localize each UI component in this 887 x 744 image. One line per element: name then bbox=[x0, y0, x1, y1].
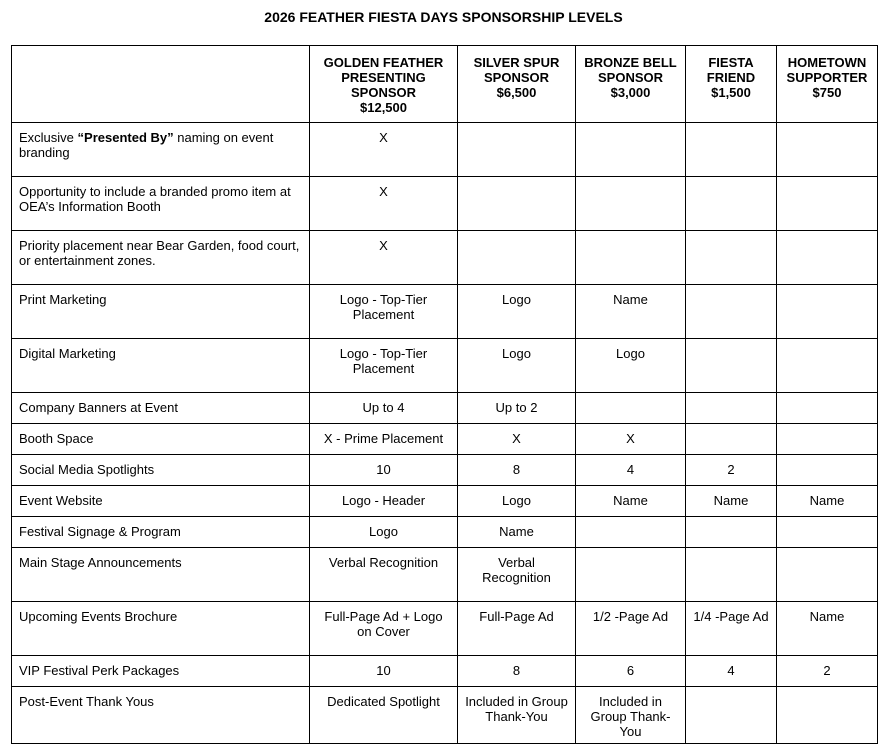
value-cell bbox=[686, 285, 777, 339]
tier-header bbox=[310, 46, 458, 123]
value-cell: Name bbox=[777, 486, 878, 517]
feature-cell: Company Banners at Event bbox=[12, 393, 310, 424]
value-cell bbox=[576, 123, 686, 177]
header-row bbox=[12, 46, 878, 123]
feature-cell: Booth Space bbox=[12, 424, 310, 455]
value-cell: 8 bbox=[458, 656, 576, 687]
value-cell bbox=[777, 424, 878, 455]
table-row bbox=[12, 602, 878, 656]
table-row bbox=[12, 177, 878, 231]
value-cell: Full-Page Ad bbox=[458, 602, 576, 656]
feature-cell: Priority placement near Bear Garden, food court, or entertainment zones. bbox=[12, 231, 310, 285]
value-cell: X - Prime Placement bbox=[310, 424, 458, 455]
value-cell: X bbox=[576, 424, 686, 455]
table-row bbox=[12, 285, 878, 339]
value-cell: 2 bbox=[777, 656, 878, 687]
value-cell bbox=[686, 548, 777, 602]
table-row bbox=[12, 424, 878, 455]
value-cell: X bbox=[310, 231, 458, 285]
value-cell: Name bbox=[576, 486, 686, 517]
value-cell: Name bbox=[777, 602, 878, 656]
value-cell: Logo bbox=[576, 339, 686, 393]
value-cell: X bbox=[458, 424, 576, 455]
tier-header bbox=[686, 46, 777, 123]
value-cell bbox=[777, 339, 878, 393]
feature-cell bbox=[12, 123, 310, 177]
value-cell bbox=[576, 177, 686, 231]
value-cell bbox=[576, 393, 686, 424]
value-cell: 2 bbox=[686, 455, 777, 486]
table-row bbox=[12, 123, 878, 177]
feature-cell: Festival Signage & Program bbox=[12, 517, 310, 548]
tier-price: $3,000 bbox=[610, 85, 651, 100]
value-cell: Included in Group Thank-You bbox=[576, 687, 686, 744]
value-cell: Included in Group Thank-You bbox=[458, 687, 576, 744]
tier-header bbox=[777, 46, 878, 123]
value-cell: Logo - Top-Tier Placement bbox=[310, 339, 458, 393]
value-cell: 1/2 -Page Ad bbox=[576, 602, 686, 656]
table-row bbox=[12, 656, 878, 687]
value-cell bbox=[777, 123, 878, 177]
table-row bbox=[12, 687, 878, 744]
value-cell: Logo - Header bbox=[310, 486, 458, 517]
table-row bbox=[12, 231, 878, 285]
feature-cell: Event Website bbox=[12, 486, 310, 517]
tier-name: GOLDEN FEATHER PRESENTING SPONSOR bbox=[323, 55, 444, 100]
table-row bbox=[12, 486, 878, 517]
tier-header bbox=[576, 46, 686, 123]
value-cell bbox=[458, 231, 576, 285]
value-cell bbox=[686, 231, 777, 285]
tier-price: $12,500 bbox=[360, 100, 407, 115]
value-cell: X bbox=[310, 123, 458, 177]
value-cell: Dedicated Spotlight bbox=[310, 687, 458, 744]
value-cell: X bbox=[310, 177, 458, 231]
value-cell bbox=[686, 339, 777, 393]
value-cell bbox=[777, 393, 878, 424]
value-cell bbox=[777, 548, 878, 602]
value-cell bbox=[777, 687, 878, 744]
table-row bbox=[12, 339, 878, 393]
tier-name: BRONZE BELL SPONSOR bbox=[584, 55, 677, 85]
feature-cell: Digital Marketing bbox=[12, 339, 310, 393]
value-cell: Verbal Recognition bbox=[458, 548, 576, 602]
value-cell: 1/4 -Page Ad bbox=[686, 602, 777, 656]
tier-name: HOMETOWN SUPPORTER bbox=[786, 55, 868, 85]
feature-cell: Main Stage Announcements bbox=[12, 548, 310, 602]
tier-header bbox=[458, 46, 576, 123]
value-cell bbox=[777, 231, 878, 285]
feature-cell: Post-Event Thank Yous bbox=[12, 687, 310, 744]
value-cell bbox=[686, 393, 777, 424]
sponsorship-table bbox=[11, 45, 878, 744]
value-cell: 6 bbox=[576, 656, 686, 687]
value-cell: Up to 4 bbox=[310, 393, 458, 424]
table-row bbox=[12, 455, 878, 486]
value-cell: 4 bbox=[576, 455, 686, 486]
value-cell: Up to 2 bbox=[458, 393, 576, 424]
feature-cell: Social Media Spotlights bbox=[12, 455, 310, 486]
value-cell bbox=[686, 517, 777, 548]
value-cell bbox=[686, 123, 777, 177]
value-cell bbox=[777, 517, 878, 548]
value-cell: Logo bbox=[458, 285, 576, 339]
feature-text: naming on event branding bbox=[19, 130, 274, 160]
tier-price: $1,500 bbox=[711, 85, 751, 100]
value-cell bbox=[576, 231, 686, 285]
value-cell bbox=[686, 424, 777, 455]
tier-name: FIESTA FRIEND bbox=[706, 55, 756, 85]
value-cell: Logo - Top-Tier Placement bbox=[310, 285, 458, 339]
feature-cell: Print Marketing bbox=[12, 285, 310, 339]
value-cell bbox=[686, 177, 777, 231]
page-title: 2026 FEATHER FIESTA DAYS SPONSORSHIP LEVELS bbox=[264, 9, 623, 25]
tier-price: $750 bbox=[812, 85, 842, 100]
value-cell bbox=[458, 123, 576, 177]
tier-name: SILVER SPUR SPONSOR bbox=[473, 55, 560, 85]
value-cell bbox=[777, 455, 878, 486]
value-cell bbox=[576, 517, 686, 548]
value-cell: Logo bbox=[310, 517, 458, 548]
header-corner-cell bbox=[12, 46, 310, 123]
value-cell bbox=[777, 285, 878, 339]
value-cell: 10 bbox=[310, 455, 458, 486]
feature-text: Exclusive bbox=[19, 130, 78, 145]
value-cell bbox=[458, 177, 576, 231]
table-row bbox=[12, 548, 878, 602]
tier-price: $6,500 bbox=[496, 85, 537, 100]
value-cell: Name bbox=[576, 285, 686, 339]
value-cell: Full-Page Ad + Logo on Cover bbox=[310, 602, 458, 656]
value-cell: 10 bbox=[310, 656, 458, 687]
feature-emphasis: “Presented By” bbox=[77, 130, 174, 145]
table-row bbox=[12, 393, 878, 424]
value-cell: 4 bbox=[686, 656, 777, 687]
feature-cell: Opportunity to include a branded promo item at OEA’s Information Booth bbox=[12, 177, 310, 231]
value-cell bbox=[777, 177, 878, 231]
value-cell: 8 bbox=[458, 455, 576, 486]
value-cell: Logo bbox=[458, 486, 576, 517]
value-cell: Logo bbox=[458, 339, 576, 393]
table-row bbox=[12, 517, 878, 548]
feature-cell: Upcoming Events Brochure bbox=[12, 602, 310, 656]
value-cell bbox=[576, 548, 686, 602]
feature-cell: VIP Festival Perk Packages bbox=[12, 656, 310, 687]
value-cell: Name bbox=[686, 486, 777, 517]
value-cell: Verbal Recognition bbox=[310, 548, 458, 602]
value-cell: Name bbox=[458, 517, 576, 548]
value-cell bbox=[686, 687, 777, 744]
